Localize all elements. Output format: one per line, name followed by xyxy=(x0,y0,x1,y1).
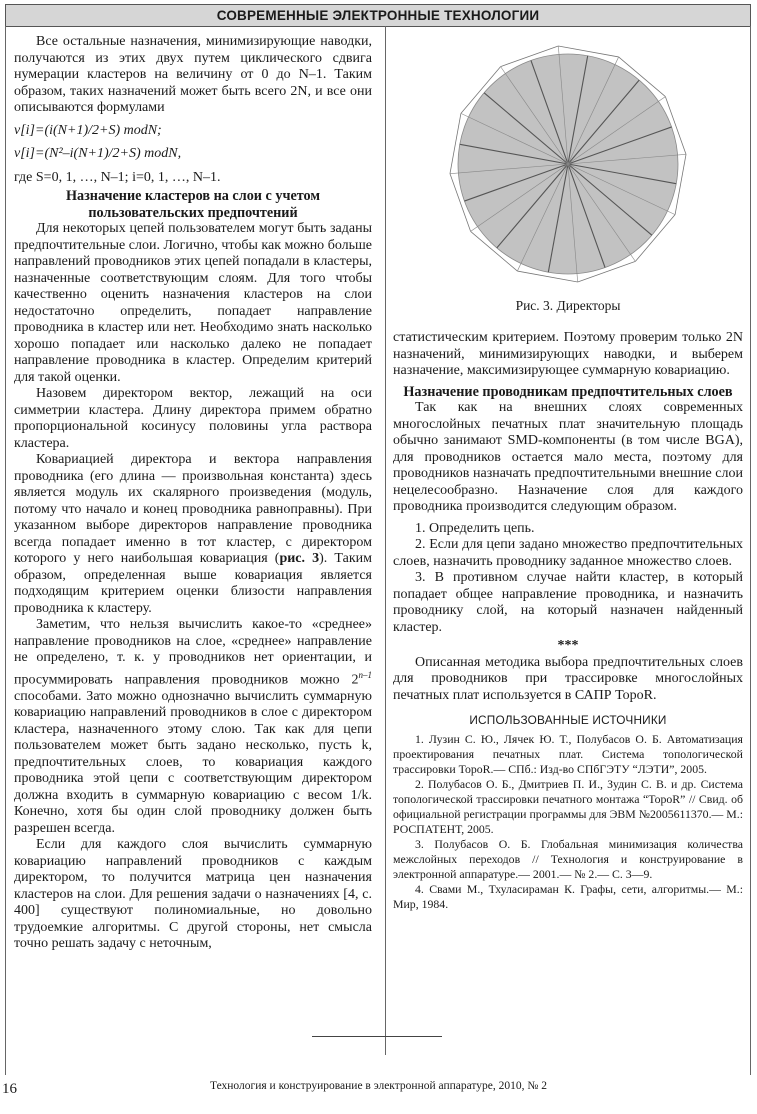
references-title: ИСПОЛЬЗОВАННЫЕ ИСТОЧНИКИ xyxy=(469,713,667,727)
paragraph: Описанная методика выбора предпочтительных слоев для проводников при трассировке многослойных печатных плат используется в САПР TopoR. xyxy=(393,654,743,703)
paragraph xyxy=(14,452,372,617)
figure-reference: рис. 3 xyxy=(279,551,320,566)
header-title: СОВРЕМЕННЫЕ ЭЛЕКТРОННЫЕ ТЕХНОЛОГИИ xyxy=(216,8,540,23)
left-column xyxy=(14,34,372,953)
reference-item: 3. Полубасов О. Б. Глобальная минимизация количества межслойных переходов // Технология и конструирование в электронной аппаратуре.— 2001.— № 2.— С. 3—9. xyxy=(393,836,743,881)
right-column xyxy=(393,330,743,912)
superscript: n–1 xyxy=(358,669,372,680)
text-run: ). Таким образом, определенная выше ковариация является подходящим критерием оценки близости направления проводника к кластеру. xyxy=(14,551,373,616)
text-run: Ковариацией директора и вектора направления проводника (его длина — произвольная константа) здесь является модуль их скалярного произведения (модуль, потому что начало и конец проводника равноправны). При указанном выборе директоров направление проводника всегда попадает именно в тот кластер, с директором которого у него наибольшая ковариация ( xyxy=(14,452,372,566)
step-1: 1. Определить цепь. xyxy=(415,520,535,536)
section-heading-preferred-layers: Назначение проводникам предпочтительных слоев xyxy=(403,383,733,400)
paragraph: Для некоторых цепей пользователем могут быть заданы предпочтительные слои. Логично, чтобы как можно больше направлений проводников этих цепей попадали в кластеры, назначенные соответствующим слоям. Для того чтобы качественно оценить назначения кластеров на слои недостаточно определить, попадает направление проводника в кластер или нет. Необходимо знать насколько хорошо попадает или насколько далеко не попадает направление проводника в кластер. Определим критерий для такой оценки. xyxy=(14,221,372,385)
paragraph xyxy=(14,617,372,837)
footnote-rule xyxy=(312,1036,442,1037)
reference-item: 1. Лузин С. Ю., Лячек Ю. Т., Полубасов О. Б. Автоматизация проектирования печатных плат. Система топологической трассировки TopoR.— СПб.: Изд-во СПбГЭТУ “ЛЭТИ”, 2005. xyxy=(393,731,743,776)
step-3: 3. В противном случае найти кластер, в который попадает общее направление проводника, и назначить проводнику слой, на который назначен найденный кластер. xyxy=(393,570,743,635)
formula-conditions: где S=0, 1, …, N–1; i=0, 1, …, N–1. xyxy=(14,169,221,185)
section-heading-clusters-to-layers: Назначение кластеров на слои с учетом пользовательских предпочтений xyxy=(65,188,321,221)
text-run: Заметим, что нельзя вычислить какое-то «среднее» направление проводников на слое, «среднее» направление не определено, т. к. у проводников нет ориентации, и просуммировать направления проводников можно 2 xyxy=(14,617,372,688)
reference-item: 4. Свами М., Тхуласираман К. Графы, сети, алгоритмы.— М.: Мир, 1984. xyxy=(393,881,743,911)
paragraph: статистическим критерием. Поэтому проверим только 2N назначений, минимизирующих наводки, и выберем назначение, максимизирующее суммарную ковариацию. xyxy=(393,330,743,378)
step-2: 2. Если для цепи задано множество предпочтительных слоев, назначить проводнику заданное множество слоев. xyxy=(393,537,743,569)
journal-footer: Технология и конструирование в электронной аппаратуре, 2010, № 2 xyxy=(209,1080,547,1092)
references-list xyxy=(393,732,743,912)
separator-stars: *** xyxy=(557,638,579,653)
formula-1: v[i]=(i(N+1)/2+S) modN; xyxy=(14,122,162,138)
text-run: способами. Зато можно однозначно вычислить суммарную ковариацию направлений проводников в слое с директором кластера, назначенного этому слою. Так как для цепи пользователем может быть задано несколько, пусть k, предпочтительных слоев, то ковариация каждого проводника этой цепи с соответствующим директором должна входить в суммарную ковариацию с весом 1/k. Конечно, хотя бы один слой проводнику должен быть разрешен всегда. xyxy=(14,688,372,836)
paragraph: Если для каждого слоя вычислить суммарную ковариацию направлений проводников с каждым директором, то получится матрица цен назначения кластеров на слои. Для решения задачи о назначениях [4, с. 400] существуют полиномиальные, но довольно трудоемкие алгоритмы. С другой стороны, нет смысла точно решать задачу с неточным, xyxy=(14,837,372,952)
figure-caption: Рис. 3. Директоры xyxy=(515,298,621,313)
journal-section-header xyxy=(5,4,751,27)
column-divider xyxy=(385,26,386,1055)
paragraph: Назовем директором вектор, лежащий на оси симметрии кластера. Длину директора примем обратно пропорциональной косинусу половины угла раствора кластера. xyxy=(14,386,372,451)
paragraph: Все остальные назначения, минимизирующие наводки, получаются из этих двух путем циклического сдвига нумерации кластеров на величину от 0 до N–1. Таким образом, таких назначений может быть всего 2N, и все они описываются формулами xyxy=(14,34,372,115)
formula-2: v[i]=(N²–i(N+1)/2+S) modN, xyxy=(14,146,182,161)
page-number: 16 xyxy=(2,1081,17,1097)
directors-figure xyxy=(420,36,720,296)
reference-item: 2. Полубасов О. Б., Дмитриев П. И., Зудин С. В. и др. Система топологической трассировки печатного монтажа “TopoR” // Свид. об официальной регистрации программы для ЭВМ №2005611370.— М.: РОСПАТЕНТ, 2005. xyxy=(393,776,743,836)
paragraph: Так как на внешних слоях современных многослойных печатных плат значительную площадь обычно занимают SMD-компоненты (в том числе BGA), для проводников остается мало места, поэтому для проводников назначать предпочтительными внешние слои нецелесообразно. Назначение слоя для каждого проводника производится следующим образом. xyxy=(393,400,743,514)
